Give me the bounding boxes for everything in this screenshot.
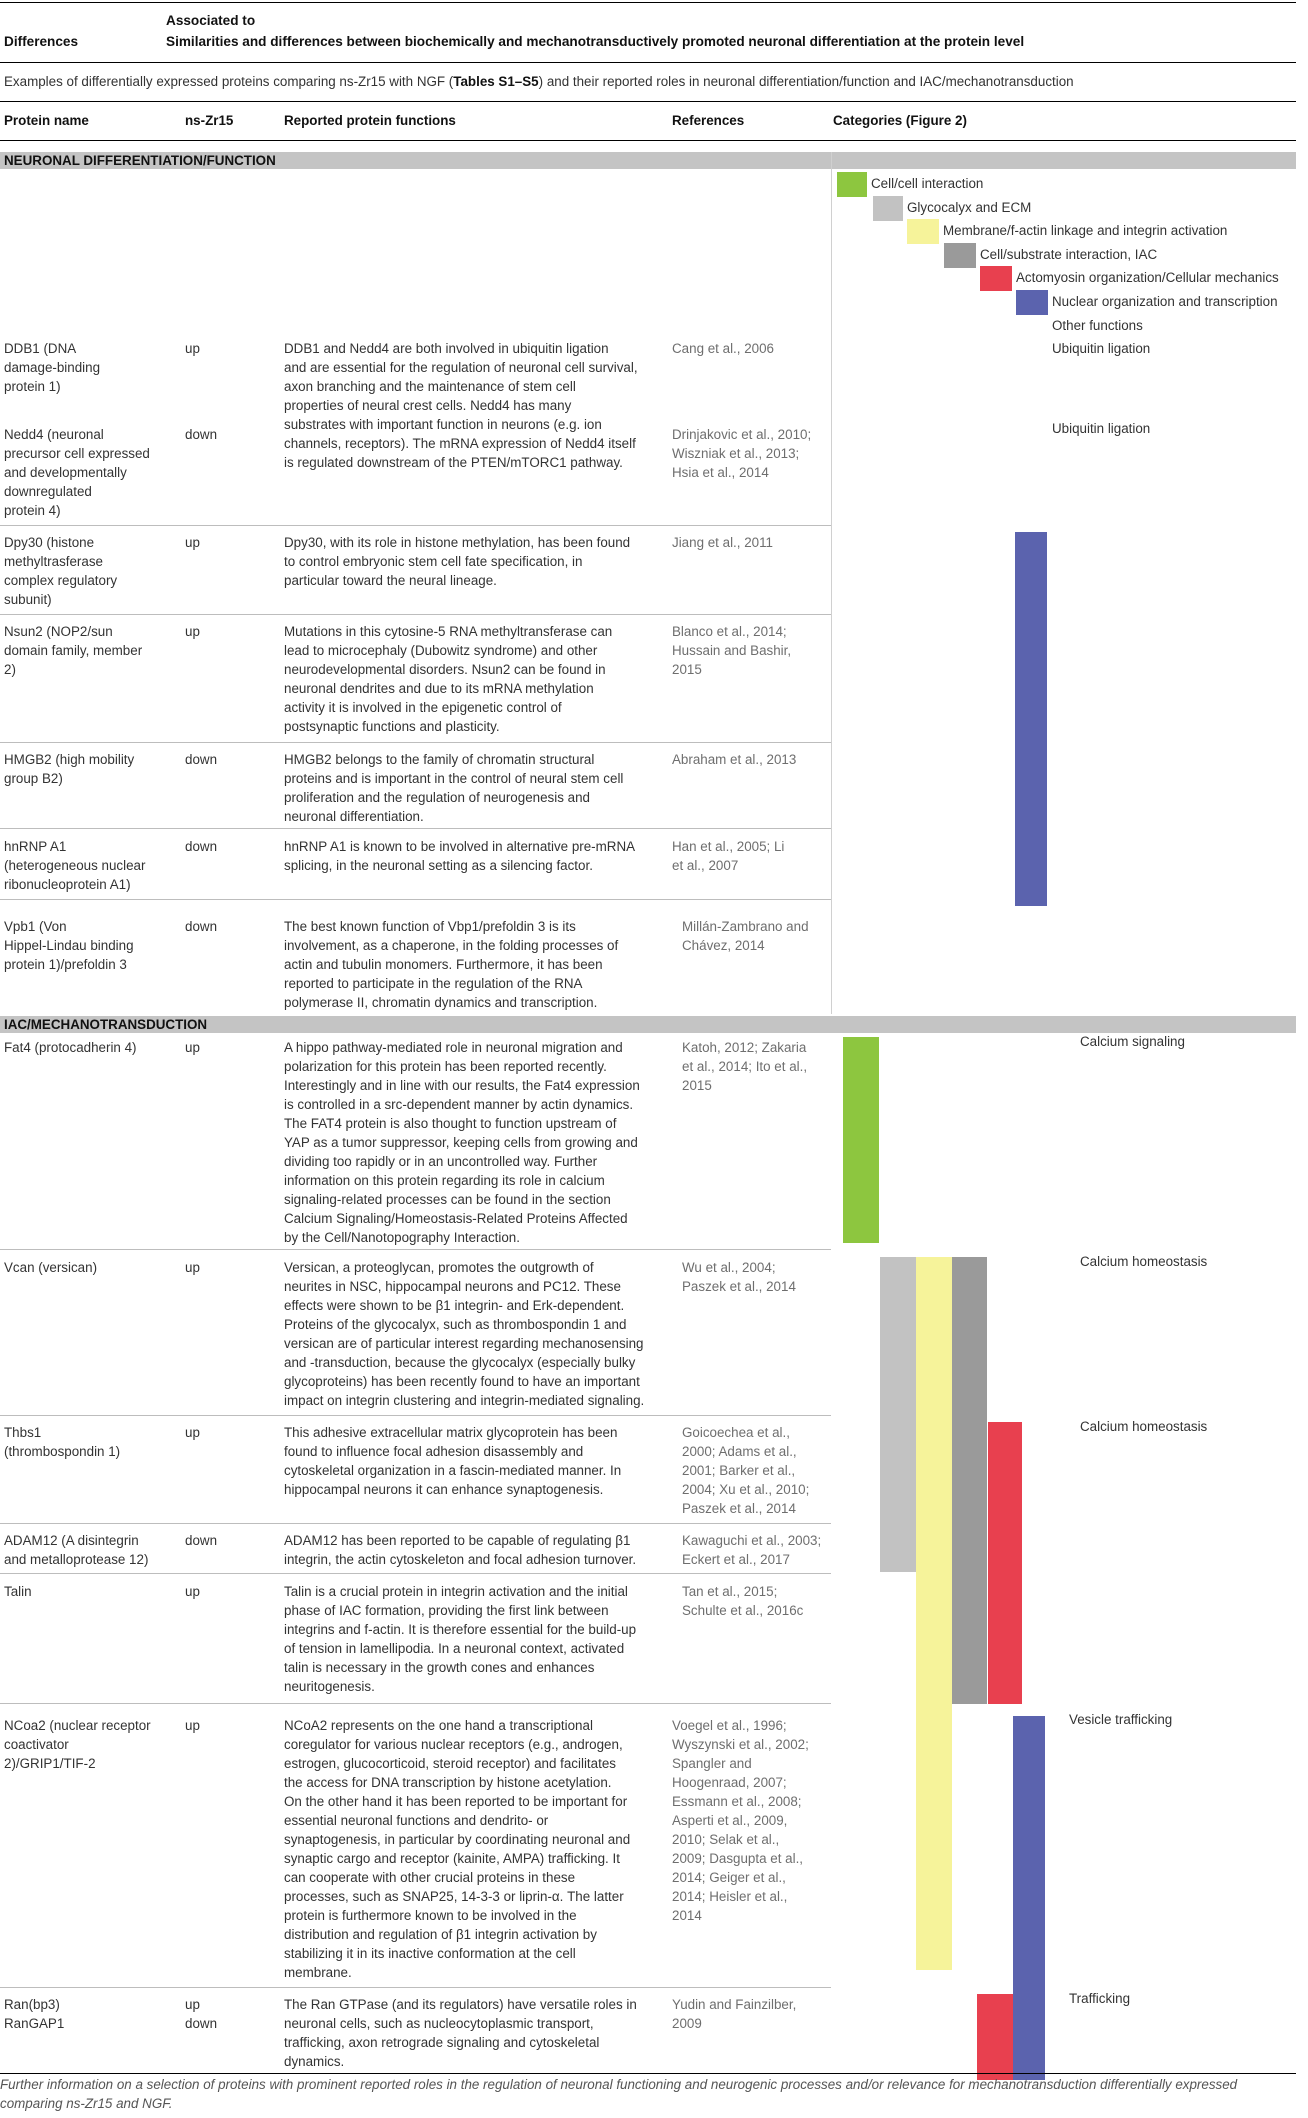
function-dpy30: Dpy30, with its role in histone methylation, has been found to control embryonic stem cell fate specification, in particular toward the neural lineage. bbox=[284, 535, 631, 588]
refs-dpy30: Jiang et al., 2011 bbox=[672, 535, 773, 550]
legend-swatch-cell-cell bbox=[837, 172, 867, 197]
protein-ran: Ran(bp3) RanGAP1 bbox=[4, 1997, 65, 2031]
col-reported-functions: Reported protein functions bbox=[284, 113, 456, 128]
function-hmgb2: HMGB2 belongs to the family of chromatin structural proteins and is important in the control of neural stem cell proliferation and the regulation of neurogenesis and neuronal differentiation. bbox=[284, 752, 624, 824]
category-bar-membrane bbox=[916, 1257, 952, 1970]
row-rule bbox=[0, 1703, 831, 1704]
reg-ncoa2: up bbox=[185, 1718, 200, 1733]
bottom-rule bbox=[0, 2073, 1296, 2074]
category-bar-substrate bbox=[952, 1257, 987, 1704]
legend-swatch-substrate bbox=[944, 243, 976, 268]
row-rule bbox=[0, 1573, 831, 1574]
category-bar-actomyosin-2 bbox=[977, 1994, 1013, 2080]
function-hnrnp-a1: hnRNP A1 is known to be involved in alternative pre-mRNA splicing, in the neuronal setting as a silencing factor. bbox=[284, 839, 636, 873]
header-associated-to: Associated to bbox=[166, 13, 256, 28]
row-rule bbox=[0, 1523, 831, 1524]
protein-hmgb2: HMGB2 (high mobility group B2) bbox=[4, 752, 135, 786]
reg-adam12: down bbox=[185, 1533, 218, 1548]
function-ddb1-nedd4: DDB1 and Nedd4 are both involved in ubiquitin ligation and are essential for the regulation of neuronal cell survival, axon branching and the maintenance of stem cell properties of neural crest cells. Nedd4 has many substrates with important function in neurons (e.g. ion channels, receptors). The mRNA expression of Nedd4 itself is regulated downstream of the PTEN/mTORC1 pathway. bbox=[284, 341, 638, 470]
reg-ran: up down bbox=[185, 1997, 218, 2031]
category-ran: Trafficking bbox=[1069, 1991, 1131, 2006]
refs-hmgb2: Abraham et al., 2013 bbox=[672, 752, 797, 767]
protein-talin: Talin bbox=[4, 1584, 32, 1599]
function-vpb1: The best known function of Vbp1/prefoldin 3 is its involvement, as a chaperone, in the folding processes of actin and tubulin monomers. Furthermore, it has been reported to participate in the regulation of the RNA polymerase II, chromatin dynamics and transcription. bbox=[284, 919, 619, 1010]
refs-adam12: Kawaguchi et al., 2003; Eckert et al., 2017 bbox=[682, 1533, 822, 1567]
col-ns-zr15: ns-Zr15 bbox=[185, 113, 234, 128]
category-ddb1: Ubiquitin ligation bbox=[1052, 341, 1151, 356]
protein-dpy30: Dpy30 (histone methyltrasferase complex regulatory subunit) bbox=[4, 535, 118, 607]
reg-dpy30: up bbox=[185, 535, 200, 550]
col-categories: Categories (Figure 2) bbox=[833, 113, 967, 128]
category-nedd4: Ubiquitin ligation bbox=[1052, 421, 1151, 436]
refs-talin: Tan et al., 2015; Schulte et al., 2016c bbox=[682, 1584, 804, 1618]
row-rule bbox=[0, 899, 831, 900]
legend-swatch-membrane bbox=[907, 219, 939, 244]
legend-swatch-nuclear bbox=[1016, 290, 1048, 315]
reg-ddb1: up bbox=[185, 341, 200, 356]
protein-fat4: Fat4 (protocadherin 4) bbox=[4, 1040, 137, 1055]
protein-vcan: Vcan (versican) bbox=[4, 1260, 98, 1275]
row-rule bbox=[0, 1987, 831, 1988]
reg-fat4: up bbox=[185, 1040, 200, 1055]
function-fat4: A hippo pathway-mediated role in neuronal migration and polarization for this protein has been reported recently. Interestingly and in line with our results, the Fat4 expression is controlled in a src-dependent manner by actin dynamics. The FAT4 protein is also thought to function upstream of YAP as a tumor suppressor, keeping cells from growing and dividing too rapidly or in an uncontrolled way. Further information on this protein regarding its role in calcium signaling-related processes can be found in the section Calcium Signaling/Homeostasis-Related Proteins Affected by the Cell/Nanotopography Interaction. bbox=[284, 1040, 640, 1245]
row-rule bbox=[0, 828, 831, 829]
columns-rule bbox=[0, 140, 1296, 141]
reg-talin: up bbox=[185, 1584, 200, 1599]
category-thbs1: Calcium homeostasis bbox=[1080, 1419, 1208, 1434]
row-rule bbox=[0, 1415, 831, 1416]
function-thbs1: This adhesive extracellular matrix glycoprotein has been found to influence focal adhesion disassembly and cytoskeletal organization in a fascin-mediated manner. In hippocampal neurons it can enhance synaptogenesis. bbox=[284, 1425, 622, 1497]
legend-membrane: Membrane/f-actin linkage and integrin activation bbox=[943, 223, 1228, 238]
protein-adam12: ADAM12 (A disintegrin and metalloprotease 12) bbox=[4, 1533, 149, 1567]
row-rule bbox=[0, 742, 831, 743]
header-title: Similarities and differences between biochemically and mechanotransductively promoted neuronal differentiation at the protein level bbox=[166, 34, 1025, 49]
function-vcan: Versican, a proteoglycan, promotes the outgrowth of neurites in NSC, hippocampal neurons and PC12. These effects were shown to be β1 integrin- and Erk-dependent. Proteins of the glycocalyx, such as thrombospondin 1 and versican are of particular interest regarding mechanosensing and -transduction, because the glycocalyx (especially bulky glycoproteins) has been recently found to have an important impact on integrin clustering and integrin-mediated signaling. bbox=[284, 1260, 645, 1408]
category-bar-nuclear-2 bbox=[1013, 1716, 1045, 2080]
reg-vpb1: down bbox=[185, 919, 218, 934]
legend-swatch-actomyosin bbox=[980, 266, 1012, 291]
protein-ncoa2: NCoa2 (nuclear receptor coactivator 2)/GRIP1/TIF-2 bbox=[4, 1718, 151, 1771]
reg-nsun2: up bbox=[185, 624, 200, 639]
category-bar-nuclear bbox=[1015, 532, 1047, 906]
function-ncoa2: NCoA2 represents on the one hand a transcriptional coregulator for various nuclear receptors (e.g., androgen, estrogen, glucocorticoid, steroid receptor) and facilitates the access for DNA transcription by histone acetylation. On the other hand it has been reported to be important for essential neuronal functions and dendrito- or synaptogenesis, in particular by coordinating neuronal and synaptic cargo and receptor (kainite, AMPA) trafficking. It can cooperate with other crucial proteins in these processes, such as SNAP25, 14-3-3 or liprin-α. The latter protein is furthermore known to be involved in the distribution and regulation of β1 integrin activation by stabilizing it in its inactive conformation at the cell membrane. bbox=[284, 1718, 631, 1980]
function-nsun2: Mutations in this cytosine-5 RNA methyltransferase can lead to microcephaly (Dubowitz syndrome) and other neurodevelopmental disorders. Nsun2 can be found in neuronal dendrites and due to its mRNA methylation activity it is involved in the epigenetic control of postsynaptic functions and plasticity. bbox=[284, 624, 613, 734]
legend-nuclear: Nuclear organization and transcription bbox=[1052, 294, 1278, 309]
refs-vpb1: Millán-Zambrano and Chávez, 2014 bbox=[682, 919, 809, 953]
section-iac: IAC/MECHANOTRANSDUCTION bbox=[0, 1016, 1296, 1033]
legend-swatch-glycocalyx bbox=[873, 196, 903, 221]
category-fat4: Calcium signaling bbox=[1080, 1034, 1185, 1049]
legend-substrate: Cell/substrate interaction, IAC bbox=[980, 247, 1158, 262]
refs-nedd4: Drinjakovic et al., 2010; Wiszniak et al., 2013; Hsia et al., 2014 bbox=[672, 427, 812, 480]
legend-other: Other functions bbox=[1052, 318, 1143, 333]
top-rule bbox=[0, 2, 1296, 3]
refs-fat4: Katoh, 2012; Zakaria et al., 2014; Ito et al., 2015 bbox=[682, 1040, 808, 1093]
category-vcan: Calcium homeostasis bbox=[1080, 1254, 1208, 1269]
protein-ddb1: DDB1 (DNA damage-binding protein 1) bbox=[4, 341, 101, 394]
reg-nedd4: down bbox=[185, 427, 218, 442]
header-differences: Differences bbox=[4, 34, 79, 49]
intro-rule bbox=[0, 101, 1296, 102]
function-adam12: ADAM12 has been reported to be capable of regulating β1 integrin, the actin cytoskeleton and focal adhesion turnover. bbox=[284, 1533, 637, 1567]
table-intro: Examples of differentially expressed proteins comparing ns-Zr15 with NGF (Tables S1–S5) and their reported roles in neuronal differentiation/function and IAC/mechanotransduction bbox=[4, 74, 1074, 89]
reg-vcan: up bbox=[185, 1260, 200, 1275]
table-footnote: Further information on a selection of proteins with prominent reported roles in the regulation of neuronal functioning and neurogenic processes and/or relevance for mechanotransduction differentially expressed comparing ns-Zr15 and NGF. bbox=[0, 2077, 1238, 2111]
protein-hnrnp-a1: hnRNP A1 (heterogeneous nuclear ribonucleoprotein A1) bbox=[4, 839, 146, 892]
refs-nsun2: Blanco et al., 2014; Hussain and Bashir, 2015 bbox=[672, 624, 792, 677]
protein-vpb1: Vpb1 (Von Hippel-Lindau binding protein 1)/prefoldin 3 bbox=[4, 919, 134, 972]
refs-thbs1: Goicoechea et al., 2000; Adams et al., 2001; Barker et al., 2004; Xu et al., 2010; Paszek et al., 2014 bbox=[682, 1425, 810, 1516]
row-rule bbox=[0, 1249, 831, 1250]
category-bar-glycocalyx bbox=[880, 1257, 916, 1572]
col-protein-name: Protein name bbox=[4, 113, 89, 128]
refs-hnrnp-a1: Han et al., 2005; Li et al., 2007 bbox=[672, 839, 785, 873]
refs-ran: Yudin and Fainzilber, 2009 bbox=[672, 1997, 797, 2031]
legend-glycocalyx: Glycocalyx and ECM bbox=[907, 200, 1032, 215]
function-ran: The Ran GTPase (and its regulators) have versatile roles in neuronal cells, such as nucleocytoplasmic transport, trafficking, axon retrograde signaling and cytoskeletal dynamics. bbox=[284, 1997, 637, 2069]
row-rule bbox=[0, 525, 831, 526]
refs-ddb1: Cang et al., 2006 bbox=[672, 341, 774, 356]
category-column-divider bbox=[831, 152, 832, 1014]
reg-hmgb2: down bbox=[185, 752, 218, 767]
category-bar-actomyosin-1 bbox=[988, 1422, 1022, 1704]
row-rule bbox=[0, 614, 831, 615]
header-rule bbox=[0, 62, 1296, 63]
col-references: References bbox=[672, 113, 745, 128]
category-bar-cell-cell bbox=[843, 1037, 879, 1243]
reg-hnrnp-a1: down bbox=[185, 839, 218, 854]
legend-cell-cell: Cell/cell interaction bbox=[871, 176, 984, 191]
protein-nsun2: Nsun2 (NOP2/sun domain family, member 2) bbox=[4, 624, 143, 677]
function-talin: Talin is a crucial protein in integrin activation and the initial phase of IAC formation, providing the first link between integrins and f-actin. It is therefore essential for the build-up of tension in lamellipodia. In a neuronal context, activated talin is necessary in the growth cones and enhances neuritogenesis. bbox=[284, 1584, 637, 1694]
legend-actomyosin: Actomyosin organization/Cellular mechanics bbox=[1016, 270, 1279, 285]
reg-thbs1: up bbox=[185, 1425, 200, 1440]
protein-thbs1: Thbs1 (thrombospondin 1) bbox=[4, 1425, 121, 1459]
refs-vcan: Wu et al., 2004; Paszek et al., 2014 bbox=[682, 1260, 796, 1294]
protein-nedd4: Nedd4 (neuronal precursor cell expressed and developmentally downregulated protein 4) bbox=[4, 427, 150, 518]
category-ncoa2: Vesicle trafficking bbox=[1069, 1712, 1173, 1727]
section-neuronal: NEURONAL DIFFERENTIATION/FUNCTION bbox=[0, 152, 1296, 169]
refs-ncoa2: Voegel et al., 1996; Wyszynski et al., 2002; Spangler and Hoogenraad, 2007; Essmann et al., 2008; Asperti et al., 2009, 2010; Selak et al., 2009; Dasgupta et al., 2014; Geiger et al., 2014; Heisler et al., 2014 bbox=[672, 1718, 809, 1923]
